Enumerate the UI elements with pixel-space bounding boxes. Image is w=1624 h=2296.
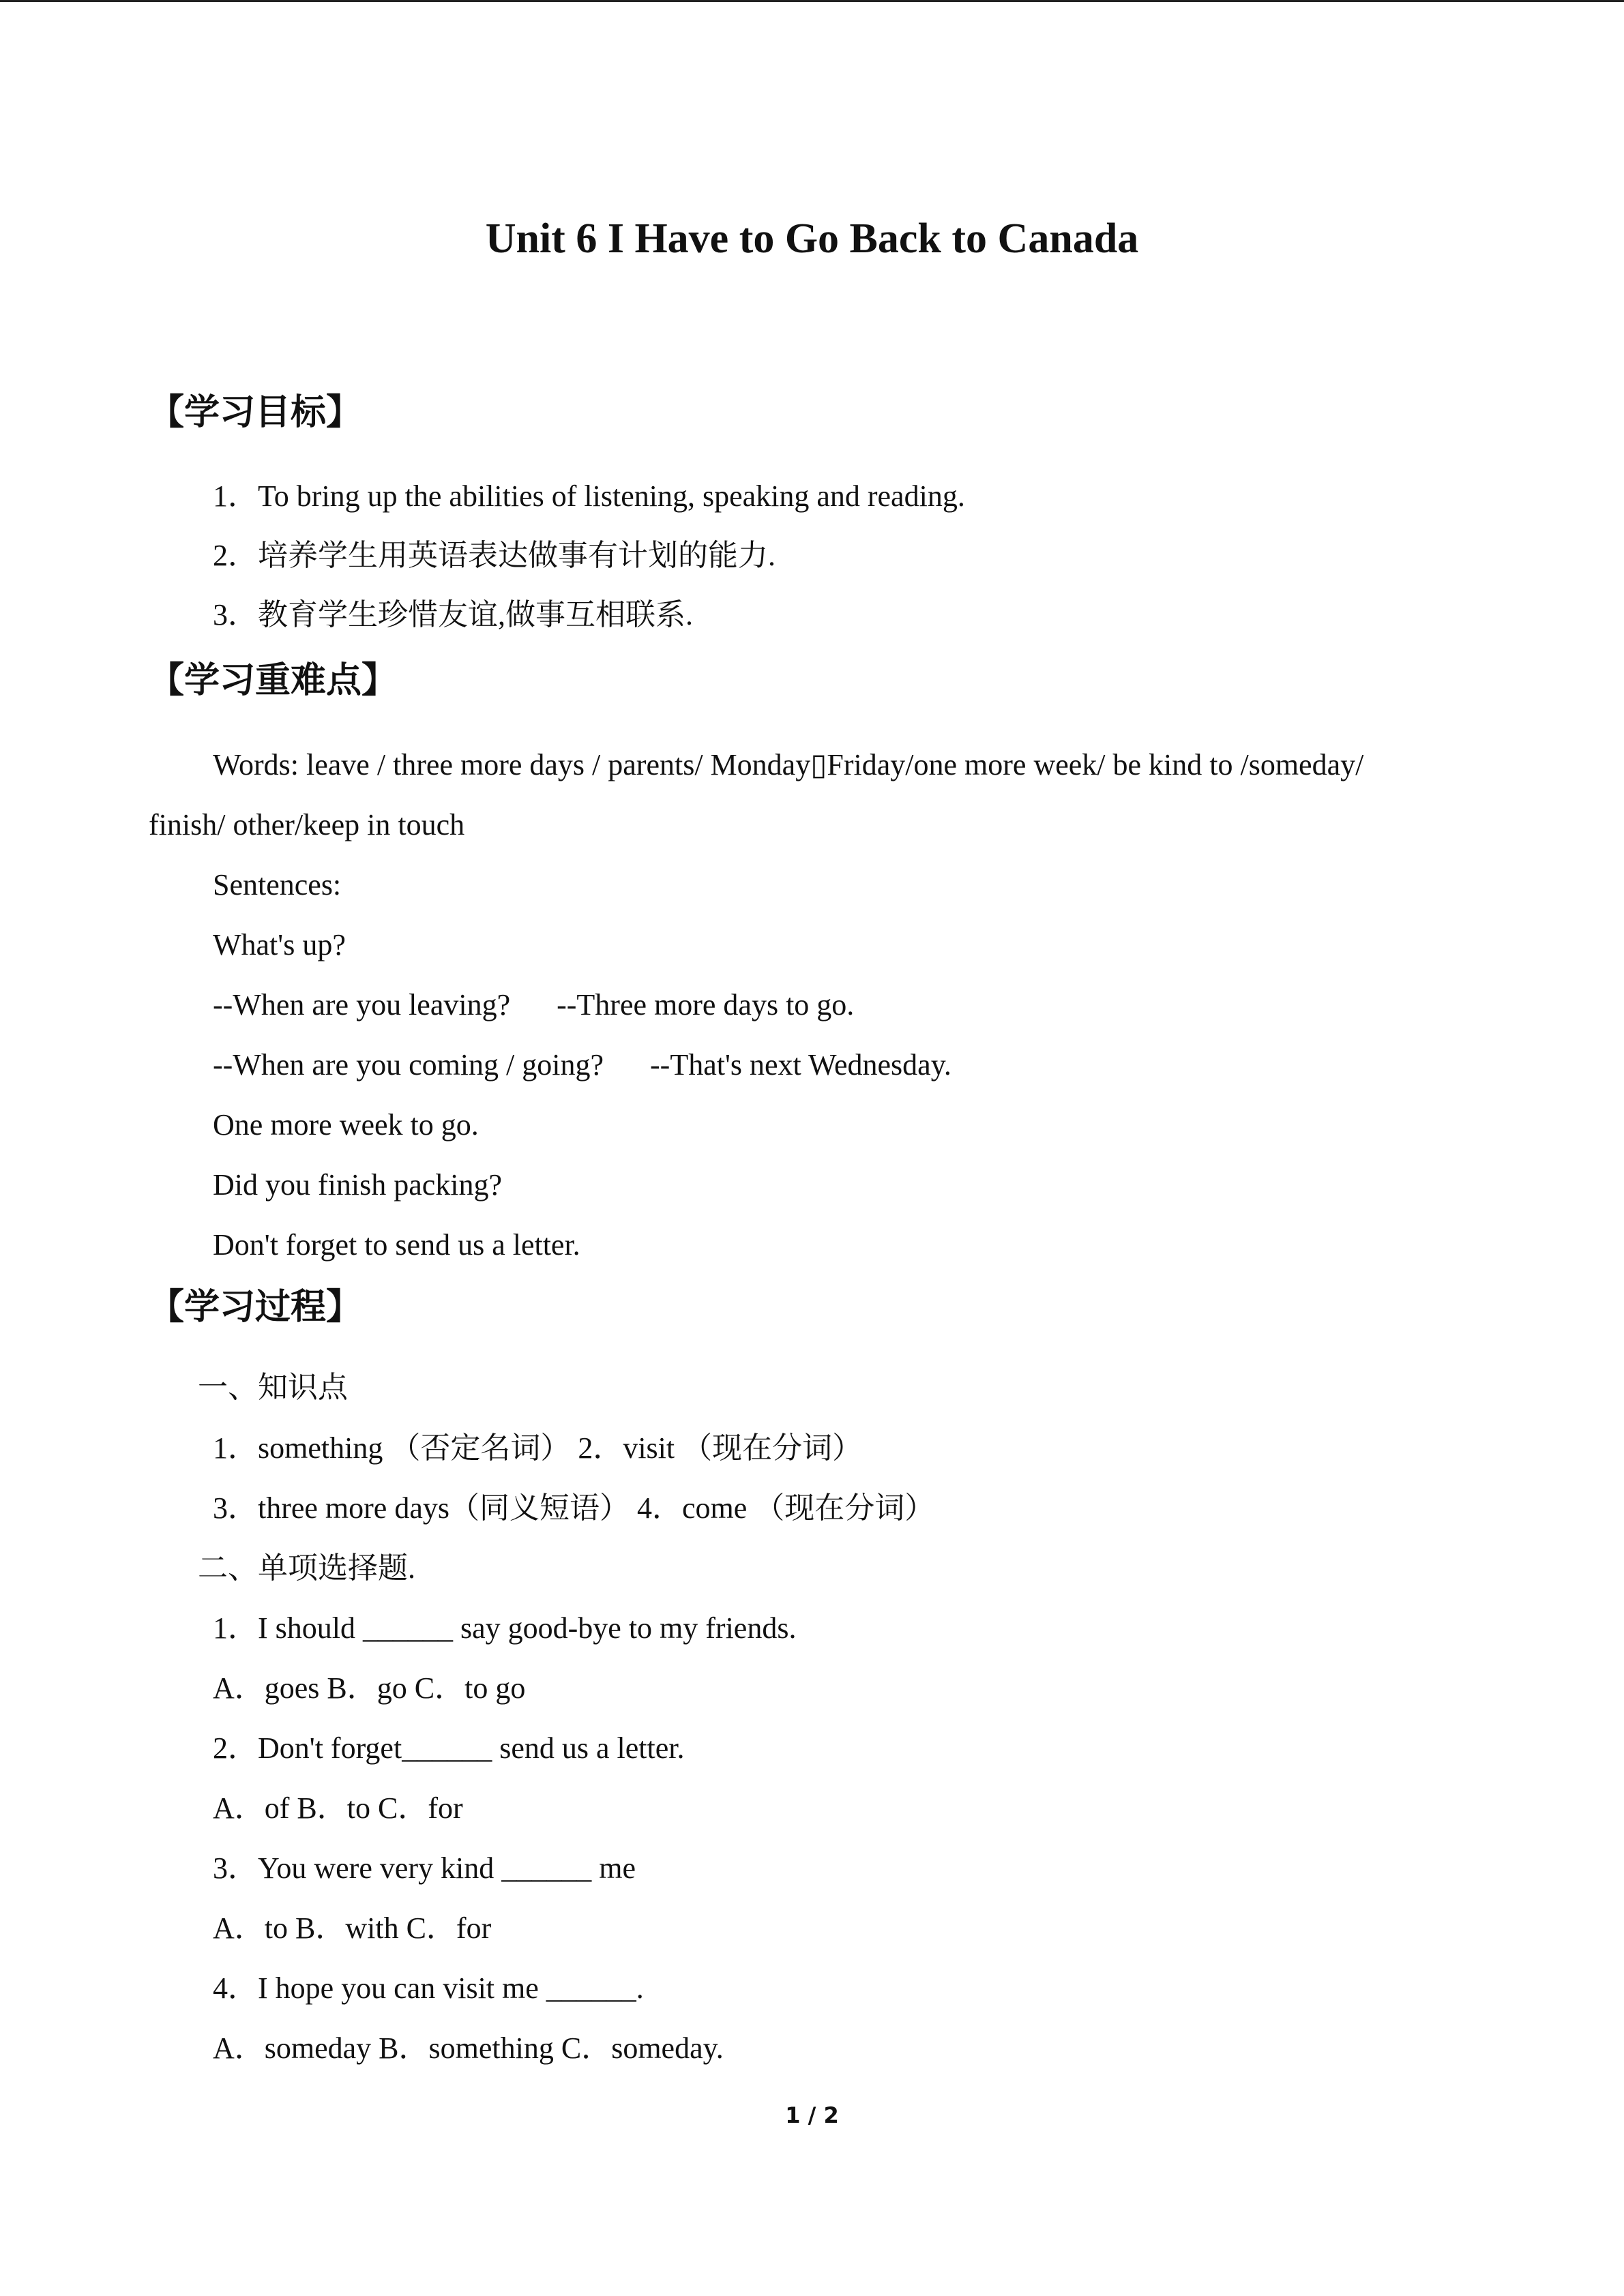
section-heading-objectives: 【学习目标】 bbox=[149, 392, 362, 433]
sentence-2 bbox=[213, 985, 854, 1026]
question-1-options: A．goes B．go C．to go bbox=[213, 1671, 526, 1705]
question-4-options: A．someday B．something C．someday. bbox=[213, 2031, 724, 2065]
sentences-label: Sentences: bbox=[213, 868, 342, 901]
section-heading-process: 【学习过程】 bbox=[149, 1287, 362, 1328]
sentence-4: One more week to go. bbox=[213, 1108, 479, 1142]
sentence-3-question: --When are you coming / going? bbox=[213, 1048, 604, 1082]
words-line-2: finish/ other/keep in touch bbox=[149, 808, 465, 841]
sentence-1: What's up? bbox=[213, 928, 346, 961]
document-title: Unit 6 I Have to Go Back to Canada bbox=[485, 215, 1139, 262]
objective-item-2: 2．培养学生用英语表达做事有计划的能力. bbox=[213, 539, 776, 572]
page-number: 1 / 2 bbox=[785, 2102, 839, 2128]
sentence-2-question: --When are you leaving? bbox=[213, 988, 511, 1022]
question-1: 1．I should ______ say good-bye to my friends. bbox=[213, 1611, 797, 1645]
sentence-2-answer: --Three more days to go. bbox=[557, 988, 855, 1022]
knowledge-point-line-1: 1．something （否定名词） 2．visit （现在分词） bbox=[213, 1431, 863, 1465]
question-3-options: A．to B．with C．for bbox=[213, 1911, 492, 1945]
question-3: 3．You were very kind ______ me bbox=[213, 1851, 636, 1885]
sentence-3 bbox=[213, 1045, 951, 1086]
question-4: 4．I hope you can visit me ______. bbox=[213, 1971, 644, 2005]
knowledge-point-line-2: 3．three more days（同义短语） 4．come （现在分词） bbox=[213, 1491, 935, 1525]
words-line-1: Words: leave / three more days / parents/ Monday▯Friday/one more week/ be kind to /someday/ bbox=[213, 748, 1364, 781]
question-2: 2．Don't forget______ send us a letter. bbox=[213, 1731, 685, 1765]
objective-item-3: 3．教育学生珍惜友谊,做事互相联系. bbox=[213, 598, 693, 631]
sentence-6: Don't forget to send us a letter. bbox=[213, 1228, 580, 1262]
objective-item-1: 1．To bring up the abilities of listening, speaking and reading. bbox=[213, 479, 965, 513]
sentence-3-answer: --That's next Wednesday. bbox=[650, 1048, 951, 1082]
sentence-5: Did you finish packing? bbox=[213, 1168, 503, 1202]
multiple-choice-label: 二、单项选择题. bbox=[198, 1551, 415, 1585]
question-2-options: A．of B．to C．for bbox=[213, 1791, 463, 1825]
knowledge-points-label: 一、知识点 bbox=[198, 1371, 348, 1404]
section-heading-key-points: 【学习重难点】 bbox=[149, 660, 398, 701]
top-border-rule bbox=[0, 0, 1624, 2]
